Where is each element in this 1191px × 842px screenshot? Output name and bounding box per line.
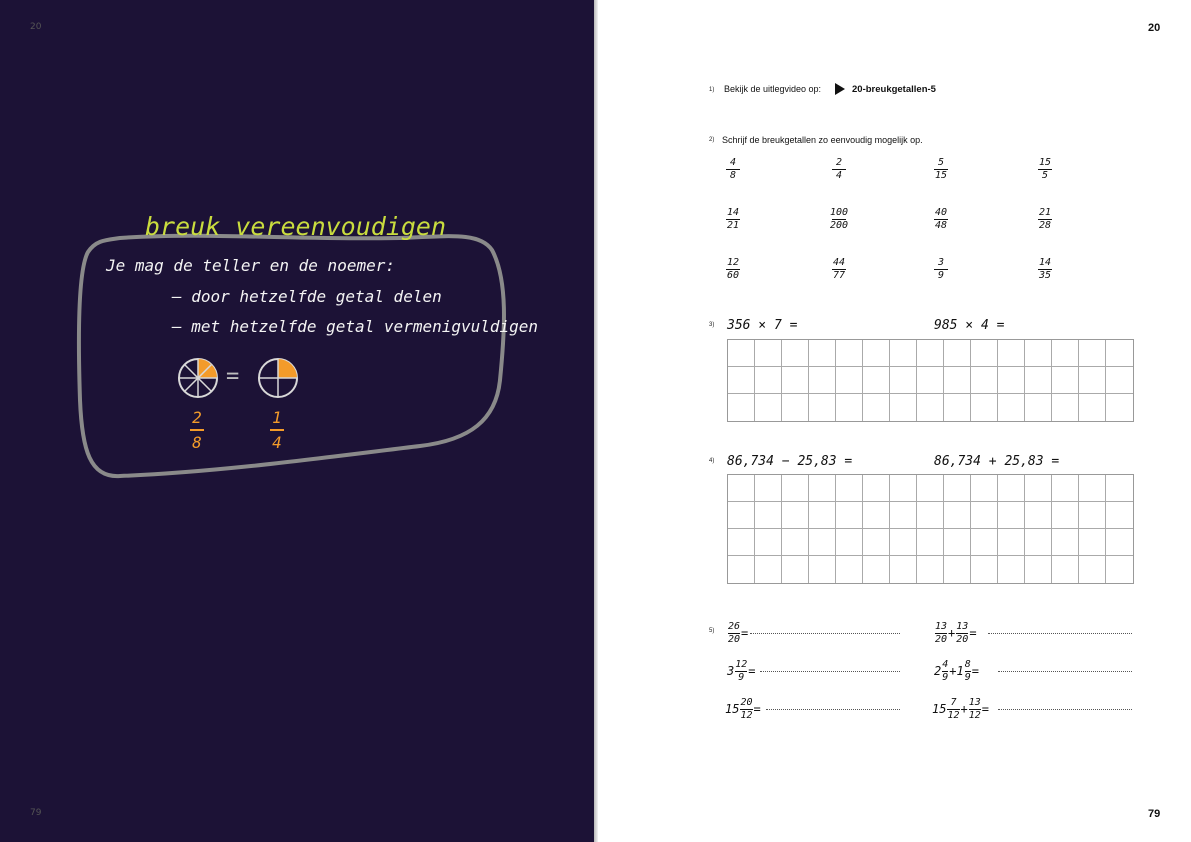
fraction-denominator: 28 [1038,220,1052,231]
q2-fraction [824,258,854,281]
q5-answer-line-f[interactable] [998,709,1132,710]
grid-cell[interactable] [1052,475,1079,502]
q5-answer-line-d[interactable] [998,671,1132,672]
grid-cell[interactable] [1079,394,1106,421]
grid-cell[interactable] [836,529,863,556]
play-icon [834,82,846,96]
fraction-numerator: 4 [729,157,737,168]
grid-cell[interactable] [944,502,971,529]
grid-cell[interactable] [1025,367,1052,394]
grid-cell[interactable] [998,529,1025,556]
fraction-numerator: 40 [934,207,948,218]
grid-cell[interactable] [1079,556,1106,583]
question-4-number: 4) [709,458,715,464]
grid-cell[interactable] [1079,340,1106,367]
grid-cell[interactable] [809,556,836,583]
fraction-denominator: 9 [937,270,945,281]
grid-cell[interactable] [1052,394,1079,421]
question-3-grid[interactable] [727,339,1134,422]
grid-cell[interactable] [917,475,944,502]
crop-mark-bottom: 79 [30,808,42,818]
grid-cell[interactable] [998,394,1025,421]
grid-cell[interactable] [1106,529,1133,556]
q5-expression-c: 3 $\frac{12}{9}$ = [727,659,756,683]
fraction-numerator: 1 [272,408,282,427]
fraction-numerator: 2 [192,408,202,427]
q2-fraction [1030,158,1060,181]
grid-cell[interactable] [809,529,836,556]
fraction-denominator: 4 [272,433,282,452]
q5-expression-d: 2 $\frac{4}{9}$ +1 $\frac{8}{9}$ = [934,659,979,683]
question-5-number: 5) [709,628,715,634]
q5-expression-f: 15 $\frac{7}{12}$ + $\frac{13}{12}$ = [932,697,990,721]
grid-cell[interactable] [863,367,890,394]
grid-cell[interactable] [944,340,971,367]
grid-cell[interactable] [890,475,917,502]
chalk-frame [0,0,594,842]
fraction-numerator: 100 [829,207,849,218]
fraction-denominator: 5 [1041,170,1049,181]
grid-cell[interactable] [836,475,863,502]
grid-cell[interactable] [1052,529,1079,556]
question-3-number: 3) [709,322,715,328]
grid-cell[interactable] [890,556,917,583]
grid-cell[interactable] [755,475,782,502]
grid-cell[interactable] [1106,340,1133,367]
grid-cell[interactable] [1106,367,1133,394]
question-4-grid[interactable] [727,474,1134,584]
fraction-denominator: 35 [1038,270,1052,281]
grid-cell[interactable] [1079,502,1106,529]
grid-cell[interactable] [863,529,890,556]
q5-answer-line-e[interactable] [766,709,900,710]
fraction-numerator: 12 [726,257,740,268]
grid-cell[interactable] [782,529,809,556]
equals-sign: = [226,364,240,389]
grid-cell[interactable] [971,556,998,583]
grid-cell[interactable] [755,502,782,529]
grid-cell[interactable] [1025,394,1052,421]
grid-cell[interactable] [1106,475,1133,502]
fraction-denominator: 8 [192,433,202,452]
grid-cell[interactable] [863,340,890,367]
q2-fraction [824,208,854,231]
grid-cell[interactable] [1025,502,1052,529]
grid-cell[interactable] [728,502,755,529]
grid-cell[interactable] [782,394,809,421]
fraction-numerator: 14 [726,207,740,218]
question-2-number: 2) [709,137,715,143]
grid-cell[interactable] [944,529,971,556]
q2-fraction [926,208,956,231]
fraction-numerator: 2 [835,157,843,168]
grid-cell[interactable] [1025,556,1052,583]
fraction-denominator: 77 [832,270,846,281]
q2-fraction [718,258,748,281]
grid-cell[interactable] [1052,502,1079,529]
grid-cell[interactable] [782,475,809,502]
grid-cell[interactable] [944,367,971,394]
fraction-denominator: 4 [835,170,843,181]
q2-fraction [1030,208,1060,231]
grid-cell[interactable] [728,367,755,394]
grid-cell[interactable] [809,367,836,394]
fraction-two-eighths [182,408,212,452]
grid-cell[interactable] [1079,529,1106,556]
fraction-denominator: 48 [934,220,948,231]
grid-cell[interactable] [809,502,836,529]
grid-cell[interactable] [971,502,998,529]
grid-cell[interactable] [782,502,809,529]
grid-cell[interactable] [890,502,917,529]
grid-cell[interactable] [971,529,998,556]
q2-fraction [718,208,748,231]
grid-cell[interactable] [890,340,917,367]
question-4-right-expression: 86,734 + 25,83 = [934,454,1060,469]
grid-cell[interactable] [971,394,998,421]
grid-cell[interactable] [1052,340,1079,367]
q5-expression-a: $\frac{26}{20}$ = [728,621,749,645]
grid-cell[interactable] [782,340,809,367]
fraction-numerator: 15 [1038,157,1052,168]
grid-cell[interactable] [755,394,782,421]
grid-cell[interactable] [809,340,836,367]
grid-cell[interactable] [755,529,782,556]
grid-cell[interactable] [782,367,809,394]
grid-cell[interactable] [728,529,755,556]
grid-cell[interactable] [809,475,836,502]
grid-cell[interactable] [998,367,1025,394]
fraction-numerator: 14 [1038,257,1052,268]
grid-cell[interactable] [836,502,863,529]
q5-answer-line-c[interactable] [760,671,900,672]
grid-cell[interactable] [944,394,971,421]
grid-cell[interactable] [1106,556,1133,583]
board-line-3: – met hetzelfde getal vermenigvuldigen [172,317,539,336]
q5-expression-e: 15 $\frac{20}{12}$ = [725,697,761,721]
grid-cell[interactable] [1052,556,1079,583]
grid-cell[interactable] [944,475,971,502]
question-2-text: Schrijf de breukgetallen zo eenvoudig mogelijk op. [722,135,923,145]
q2-fraction [1030,258,1060,281]
question-4-left-expression: 86,734 − 25,83 = [727,454,853,469]
grid-cell[interactable] [971,367,998,394]
grid-cell[interactable] [917,529,944,556]
fraction-denominator: 15 [934,170,948,181]
board-title: breuk vereenvoudigen [145,212,447,241]
page-number-bottom: 79 [1148,808,1161,820]
grid-cell[interactable] [998,475,1025,502]
grid-cell[interactable] [863,556,890,583]
grid-cell[interactable] [1106,394,1133,421]
page-number-top: 20 [1148,22,1161,34]
fraction-one-quarter [262,408,292,452]
grid-cell[interactable] [944,556,971,583]
grid-cell[interactable] [917,367,944,394]
grid-cell[interactable] [971,340,998,367]
grid-cell[interactable] [890,529,917,556]
q5-answer-line-a[interactable] [750,633,900,634]
grid-cell[interactable] [1025,529,1052,556]
grid-cell[interactable] [1106,502,1133,529]
fraction-denominator: 8 [729,170,737,181]
fraction-numerator: 3 [937,257,945,268]
grid-cell[interactable] [890,367,917,394]
grid-cell[interactable] [836,556,863,583]
pie-quarters-icon [256,356,300,400]
grid-cell[interactable] [917,556,944,583]
grid-cell[interactable] [755,556,782,583]
grid-cell[interactable] [836,394,863,421]
grid-cell[interactable] [728,475,755,502]
fraction-denominator: 21 [726,220,740,231]
grid-cell[interactable] [863,475,890,502]
grid-cell[interactable] [728,556,755,583]
fraction-denominator: 60 [726,270,740,281]
question-1-text: Bekijk de uitlegvideo op: [724,84,822,94]
grid-cell[interactable] [998,340,1025,367]
video-link-label: 20-breukgetallen-5 [852,83,936,95]
fraction-numerator: 21 [1038,207,1052,218]
right-page-worksheet [598,0,1191,842]
grid-cell[interactable] [863,394,890,421]
grid-cell[interactable] [1052,367,1079,394]
grid-cell[interactable] [1025,340,1052,367]
grid-cell[interactable] [1079,475,1106,502]
grid-cell[interactable] [809,394,836,421]
grid-cell[interactable] [998,556,1025,583]
grid-cell[interactable] [728,394,755,421]
q5-expression-b: $\frac{13}{20}$ + $\frac{13}{20}$ = [935,621,977,645]
q2-fraction [926,158,956,181]
question-3-left-expression: 356 × 7 = [727,318,798,333]
fraction-numerator: 44 [832,257,846,268]
grid-cell[interactable] [728,340,755,367]
question-1-number: 1) [709,87,715,93]
grid-cell[interactable] [836,340,863,367]
q2-fraction [718,158,748,181]
q2-fraction [824,158,854,181]
q2-fraction [926,258,956,281]
fraction-denominator: 200 [829,220,849,231]
pie-eighths-icon [176,356,220,400]
grid-cell[interactable] [998,502,1025,529]
left-page-blackboard [0,0,594,842]
grid-cell[interactable] [782,556,809,583]
q5-answer-line-b[interactable] [988,633,1132,634]
board-line-2: – door hetzelfde getal delen [172,287,442,306]
grid-cell[interactable] [836,367,863,394]
grid-cell[interactable] [890,394,917,421]
question-3-right-expression: 985 × 4 = [934,318,1005,333]
grid-cell[interactable] [1079,367,1106,394]
grid-cell[interactable] [917,394,944,421]
crop-mark-top: 20 [30,22,42,32]
grid-cell[interactable] [863,502,890,529]
grid-cell[interactable] [971,475,998,502]
grid-cell[interactable] [917,502,944,529]
grid-cell[interactable] [1025,475,1052,502]
board-line-1: Je mag de teller en de noemer: [106,256,395,275]
fraction-numerator: 5 [937,157,945,168]
grid-cell[interactable] [917,340,944,367]
grid-cell[interactable] [755,367,782,394]
video-link[interactable] [834,82,936,96]
grid-cell[interactable] [755,340,782,367]
